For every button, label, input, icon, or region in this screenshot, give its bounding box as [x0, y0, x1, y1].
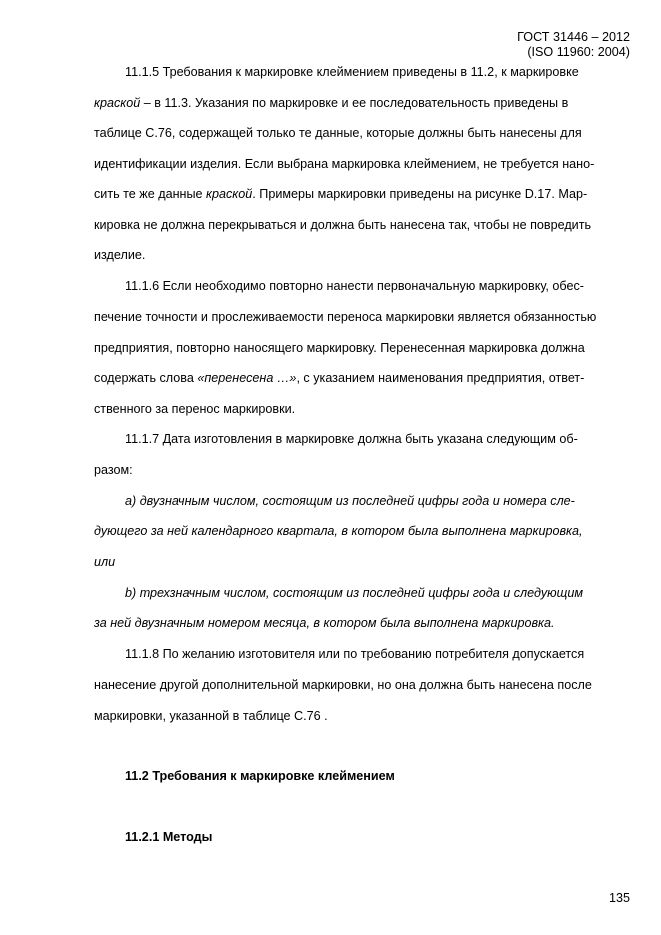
para-1115-line4: идентификации изделия. Если выбрана маркировка клеймением, не требуется нано- [94, 157, 595, 171]
page-number: 135 [608, 891, 630, 905]
para-1116-line1: 11.1.6 Если необходимо повторно нанести первоначальную маркировку, обес- [125, 279, 584, 293]
para-1118-line2: нанесение другой дополнительной маркировки, но она должна быть нанесена после [94, 678, 592, 692]
para-1115-line1: 11.1.5 Требования к маркировке клеймением приведены в 11.2, к маркировке [125, 65, 579, 79]
emphasis-kraskoi: краской [206, 187, 253, 201]
para-1118-line1: 11.1.8 По желанию изготовителя или по требованию потребителя допускается [125, 647, 585, 661]
section-heading-11-2: 11.2 Требования к маркировке клеймением [125, 769, 395, 783]
para-1115-line6: кировка не должна перекрываться и должна быть нанесена так, чтобы не повредить [94, 218, 592, 232]
standard-designation: ГОСТ 31446 – 2012 [517, 30, 630, 44]
para-1115-line7: изделие. [94, 248, 146, 262]
para-1116-line3: предприятия, повторно наносящего маркировку. Перенесенная маркировка должна [94, 341, 585, 355]
emphasis-perenesena: «перенесена …» [197, 371, 297, 385]
section-heading-11-2-1: 11.2.1 Методы [125, 830, 213, 844]
para-1117-line1: 11.1.7 Дата изготовления в маркировке должна быть указана следующим об- [125, 432, 578, 446]
para-1115-line2: краской – в 11.3. Указания по маркировке и ее последовательность приведены в [94, 96, 569, 110]
para-1116-line2: печение точности и прослеживаемости переноса маркировки является обязанностью [94, 310, 597, 324]
list-item-a-line3: или [94, 555, 116, 569]
iso-designation: (ISO 11960: 2004) [527, 45, 630, 59]
para-1117-line2: разом: [94, 463, 133, 477]
list-item-a-line2: дующего за ней календарного квартала, в котором была выполнена маркировка, [94, 524, 583, 538]
list-item-b-line1: b) трехзначным числом, состоящим из последней цифры года и следующим [125, 586, 583, 600]
list-item-a-line1: a) двузначным числом, состоящим из последней цифры года и номера сле- [125, 494, 575, 508]
emphasis-kraskoi: краской [94, 96, 141, 110]
para-1118-line3: маркировки, указанной в таблице С.76 . [94, 709, 328, 723]
document-header [517, 30, 630, 60]
para-1115-line5: сить те же данные краской. Примеры маркировки приведены на рисунке D.17. Мар- [94, 187, 588, 201]
para-1116-line4: содержать слова «перенесена …», с указанием наименования предприятия, ответ- [94, 371, 585, 385]
list-item-b-line2: за ней двузначным номером месяца, в котором была выполнена маркировка. [94, 616, 555, 630]
para-1116-line5: ственного за перенос маркировки. [94, 402, 296, 416]
para-1115-line3: таблице С.76, содержащей только те данные, которые должны быть нанесены для [94, 126, 582, 140]
